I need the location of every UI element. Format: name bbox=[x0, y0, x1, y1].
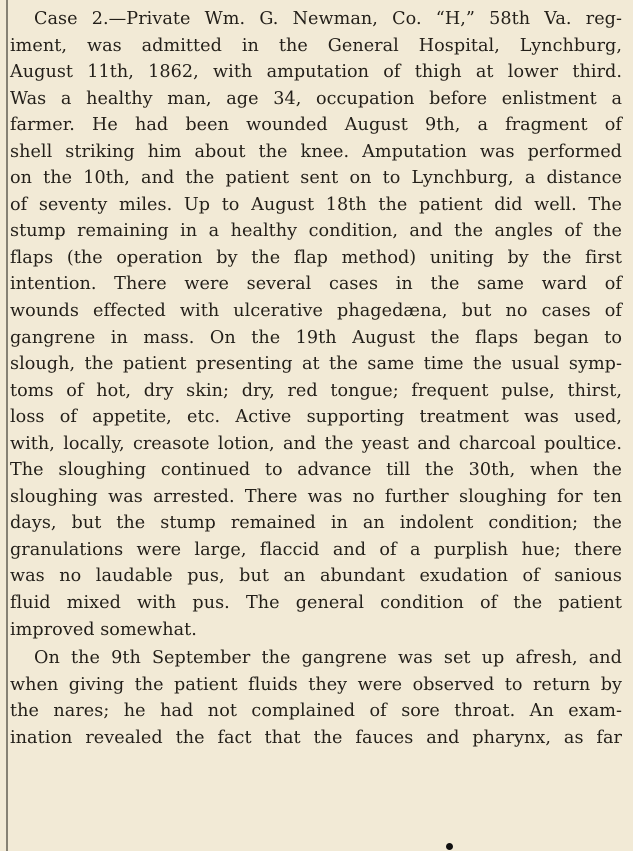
text-line: was no laudable pus, but an abundant exudation of sanious bbox=[10, 566, 622, 587]
text-line: iment, was admitted in the General Hospital, Lynchburg, bbox=[10, 35, 622, 56]
text-line: gangrene in mass. On the 19th August the flaps began to bbox=[10, 327, 622, 348]
text-line: farmer. He had been wounded August 9th, a fragment of bbox=[10, 115, 622, 136]
text-line: the nares; he had not complained of sore throat. An exam- bbox=[10, 701, 622, 722]
text-line: on the 10th, and the patient sent on to Lynchburg, a distance bbox=[10, 168, 622, 189]
document-body bbox=[10, 6, 622, 751]
text-line: wounds effected with ulcerative phagedæna, but no cases of bbox=[10, 301, 622, 322]
left-margin-rule bbox=[6, 0, 8, 851]
text-line: toms of hot, dry skin; dry, red tongue; frequent pulse, thirst, bbox=[10, 380, 622, 401]
text-line: fluid mixed with pus. The general condition of the patient bbox=[10, 593, 622, 614]
text-line: granulations were large, flaccid and of a purplish hue; there bbox=[10, 539, 622, 560]
text-line: Case 2.—Private Wm. G. Newman, Co. “H,” 58th Va. reg- bbox=[34, 9, 622, 29]
text-line: of seventy miles. Up to August 18th the patient did well. The bbox=[10, 194, 622, 215]
text-line: sloughing was arrested. There was no further sloughing for ten bbox=[10, 486, 622, 507]
text-line: ination revealed the fact that the fauces and pharynx, as far bbox=[10, 727, 622, 748]
text-line: shell striking him about the knee. Amputation was performed bbox=[10, 141, 622, 162]
text-line: The sloughing continued to advance till the 30th, when the bbox=[10, 460, 622, 481]
text-line: stump remaining in a healthy condition, and the angles of the bbox=[10, 221, 622, 242]
text-line: with, locally, creasote lotion, and the yeast and charcoal poultice. bbox=[10, 433, 622, 454]
text-line: Was a healthy man, age 34, occupation before enlistment a bbox=[10, 88, 622, 109]
text-line: On the 9th September the gangrene was set up afresh, and bbox=[34, 648, 622, 669]
text-line: loss of appetite, etc. Active supporting treatment was used, bbox=[10, 407, 622, 428]
text-line: slough, the patient presenting at the same time the usual symp- bbox=[10, 354, 622, 375]
text-line: August 11th, 1862, with amputation of thigh at lower third. bbox=[10, 62, 622, 83]
text-line: intention. There were several cases in the same ward of bbox=[10, 274, 622, 295]
text-line: days, but the stump remained in an indolent condition; the bbox=[10, 513, 622, 534]
text-line: when giving the patient fluids they were observed to return by bbox=[10, 674, 622, 695]
text-line: flaps (the operation by the flap method) uniting by the first bbox=[10, 247, 622, 268]
paragraph-1 bbox=[10, 6, 622, 643]
paragraph-2 bbox=[10, 645, 622, 751]
ink-dot bbox=[446, 843, 453, 850]
text-line: improved somewhat. bbox=[10, 619, 197, 640]
